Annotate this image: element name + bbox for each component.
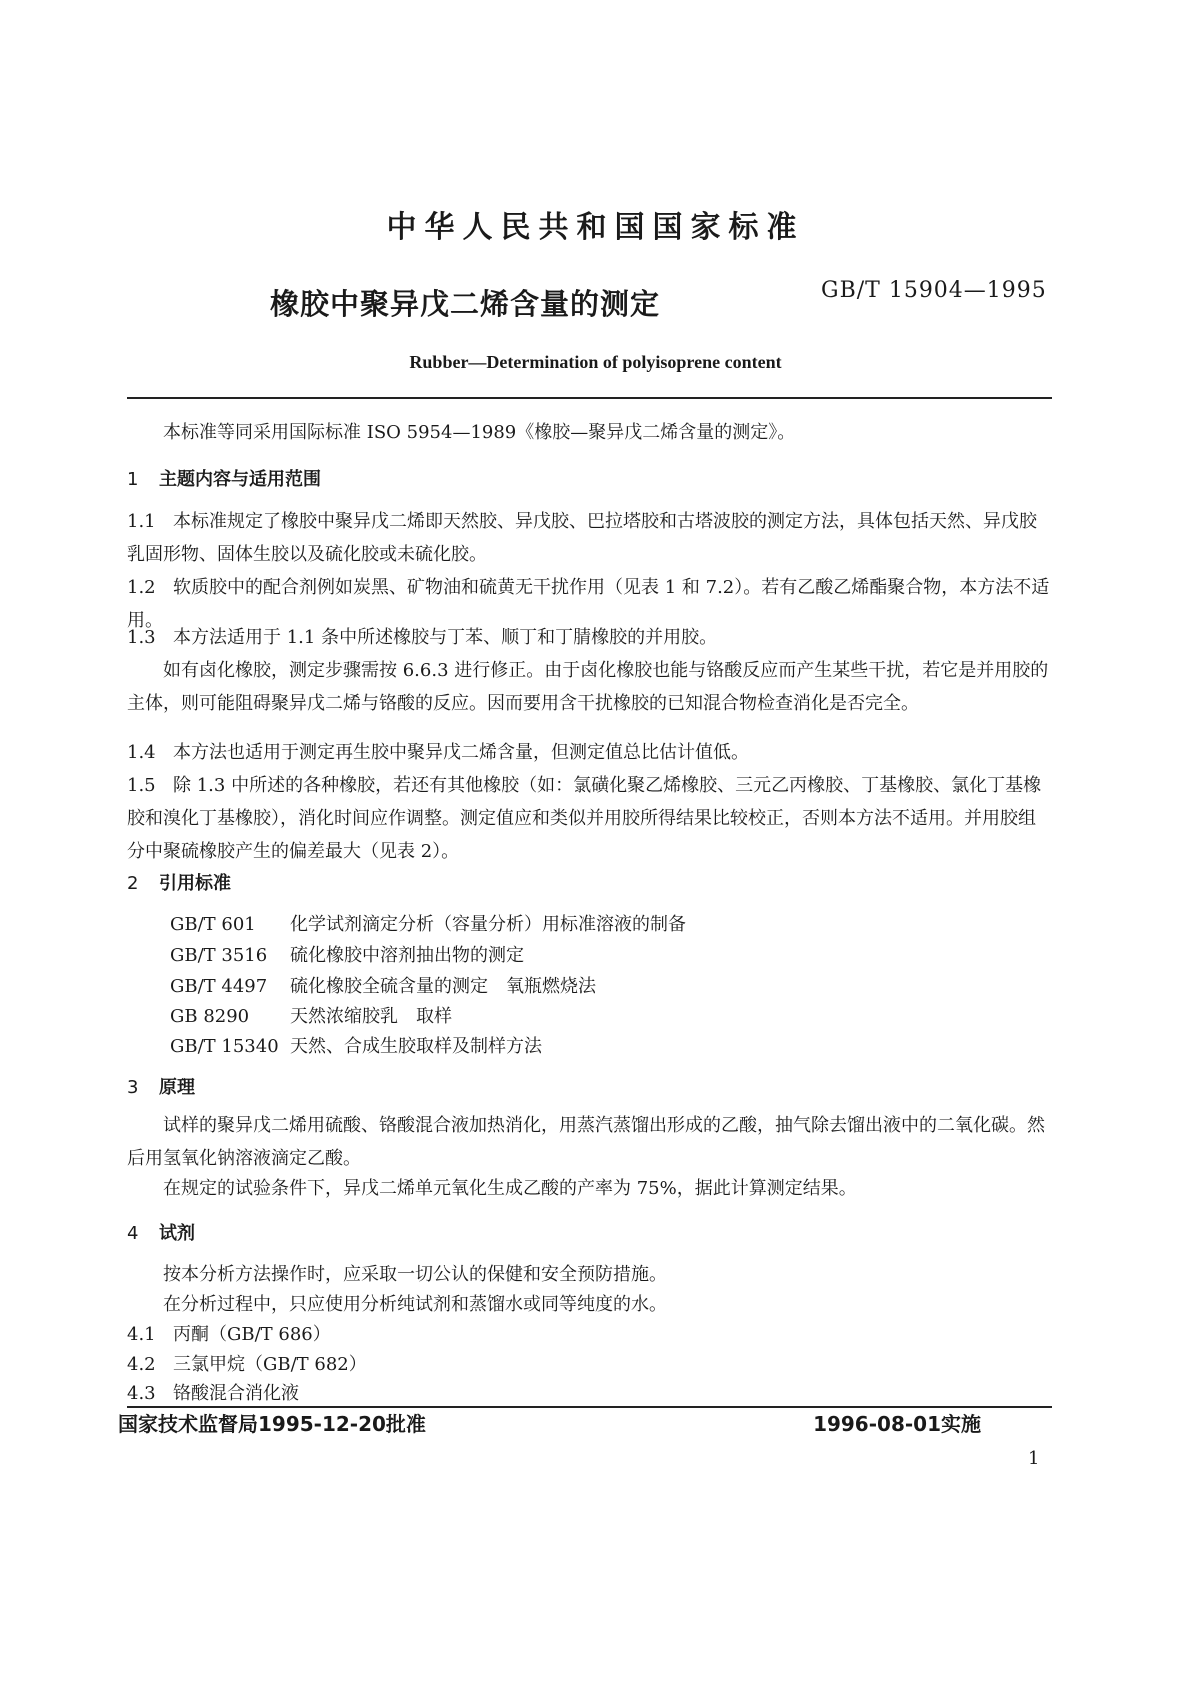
clause-1-4: [127, 736, 1052, 769]
header-rule: [127, 397, 1052, 399]
section-title: 主题内容与适用范围: [159, 469, 321, 490]
reference-code: GB/T 601: [170, 914, 256, 935]
clause-1-1: [127, 505, 1052, 571]
section-number: 1: [127, 469, 139, 490]
reference-title: 天然、合成生胶取样及制样方法: [290, 1036, 542, 1057]
reference-code: GB 8290: [170, 1006, 250, 1027]
intro-paragraph: 本标准等同采用国际标准 ISO 5954—1989《橡胶—聚异戊二烯含量的测定》。: [163, 422, 796, 443]
reference-title: 天然浓缩胶乳 取样: [290, 1006, 452, 1027]
reference-title: 化学试剂滴定分析（容量分析）用标准溶液的制备: [290, 914, 686, 935]
section-number: 2: [127, 873, 139, 894]
section-2-heading: [127, 869, 231, 895]
approval-info: 国家技术监督局1995-12-20批准: [118, 1412, 426, 1436]
clause-number: 1.4: [127, 742, 156, 763]
reagent-paragraph: 按本分析方法操作时，应采取一切公认的保健和安全预防措施。: [163, 1264, 667, 1285]
clause-1-3-continuation: 如有卤化橡胶，测定步骤需按 6.6.3 进行修正。由于卤化橡胶也能与铬酸反应而产生某些干扰，若它是并用胶的主体，则可能阻碍聚异戊二烯与铬酸的反应。因而要用含干扰橡胶的已知混合物检查消化是否完全。: [127, 660, 1049, 714]
item-text: 三氯甲烷（GB/T 682）: [173, 1354, 367, 1375]
clause-number: 1.1: [127, 511, 156, 532]
item-text: 铬酸混合消化液: [173, 1383, 299, 1404]
principle-paragraph: 在规定的试验条件下，异戊二烯单元氧化生成乙酸的产率为 75%，据此计算测定结果。: [163, 1178, 857, 1199]
page-number: 1: [1028, 1448, 1040, 1469]
section-title: 原理: [159, 1077, 195, 1098]
reagent-item: [127, 1318, 1052, 1351]
reference-code: GB/T 3516: [170, 945, 268, 966]
principle-paragraph: 试样的聚异戊二烯用硫酸、铬酸混合液加热消化，用蒸汽蒸馏出形成的乙酸，抽气除去馏出液中的二氧化碳。然后用氢氧化钠溶液滴定乙酸。: [127, 1115, 1045, 1169]
standard-title-cn: 橡胶中聚异戊二烯含量的测定: [270, 287, 661, 321]
clause-text: 本标准规定了橡胶中聚异戊二烯即天然胶、异戊胶、巴拉塔胶和古塔波胶的测定方法，具体包括天然、异戊胶乳固形物、固体生胶以及硫化胶或未硫化胶。: [127, 511, 1037, 565]
clause-text: 软质胶中的配合剂例如炭黑、矿物油和硫黄无干扰作用（见表 1 和 7.2）。若有乙酸乙烯酯聚合物，本方法不适用。: [127, 577, 1050, 631]
clause-number: 1.2: [127, 577, 156, 598]
reference-item: [170, 910, 686, 936]
section-title: 试剂: [159, 1223, 195, 1244]
clause-text: 除 1.3 中所述的各种橡胶，若还有其他橡胶（如：氯磺化聚乙烯橡胶、三元乙丙橡胶、丁基橡胶、氯化丁基橡胶和溴化丁基橡胶），消化时间应作调整。测定值应和类似并用胶所得结果比较校正，否则本方法不适用。并用胶组分中聚硫橡胶产生的偏差最大（见表 2）。: [127, 775, 1042, 862]
reference-item: [170, 941, 524, 967]
reference-code: GB/T 15340: [170, 1036, 279, 1057]
item-number: 4.3: [127, 1383, 156, 1404]
section-3-heading: [127, 1073, 195, 1099]
standard-code: GB/T 15904—1995: [821, 278, 1047, 303]
clause-number: 1.3: [127, 627, 156, 648]
section-4-heading: [127, 1219, 195, 1245]
national-standard-heading: 中华人民共和国国家标准: [386, 210, 805, 245]
clause-text: 本方法也适用于测定再生胶中聚异戊二烯含量，但测定值总比估计值低。: [173, 742, 749, 763]
section-number: 4: [127, 1223, 139, 1244]
reference-item: [170, 1032, 542, 1058]
reference-item: [170, 1002, 452, 1028]
standard-title-en: Rubber—Determination of polyisoprene content: [409, 352, 782, 372]
item-text: 丙酮（GB/T 686）: [173, 1324, 331, 1345]
section-title: 引用标准: [159, 873, 231, 894]
item-number: 4.2: [127, 1354, 156, 1375]
reference-title: 硫化橡胶中溶剂抽出物的测定: [290, 945, 524, 966]
item-number: 4.1: [127, 1324, 156, 1345]
clause-1-5: [127, 769, 1052, 868]
section-number: 3: [127, 1077, 139, 1098]
section-1-heading: [127, 465, 321, 491]
reference-title: 硫化橡胶全硫含量的测定 氧瓶燃烧法: [290, 976, 596, 997]
implementation-date: 1996-08-01实施: [813, 1412, 981, 1436]
reagent-paragraph: 在分析过程中，只应使用分析纯试剂和蒸馏水或同等纯度的水。: [163, 1294, 667, 1315]
reference-item: [170, 972, 596, 998]
clause-1-3: [127, 621, 1052, 654]
clause-number: 1.5: [127, 775, 156, 796]
reference-code: GB/T 4497: [170, 976, 268, 997]
clause-text: 本方法适用于 1.1 条中所述橡胶与丁苯、顺丁和丁腈橡胶的并用胶。: [173, 627, 718, 648]
